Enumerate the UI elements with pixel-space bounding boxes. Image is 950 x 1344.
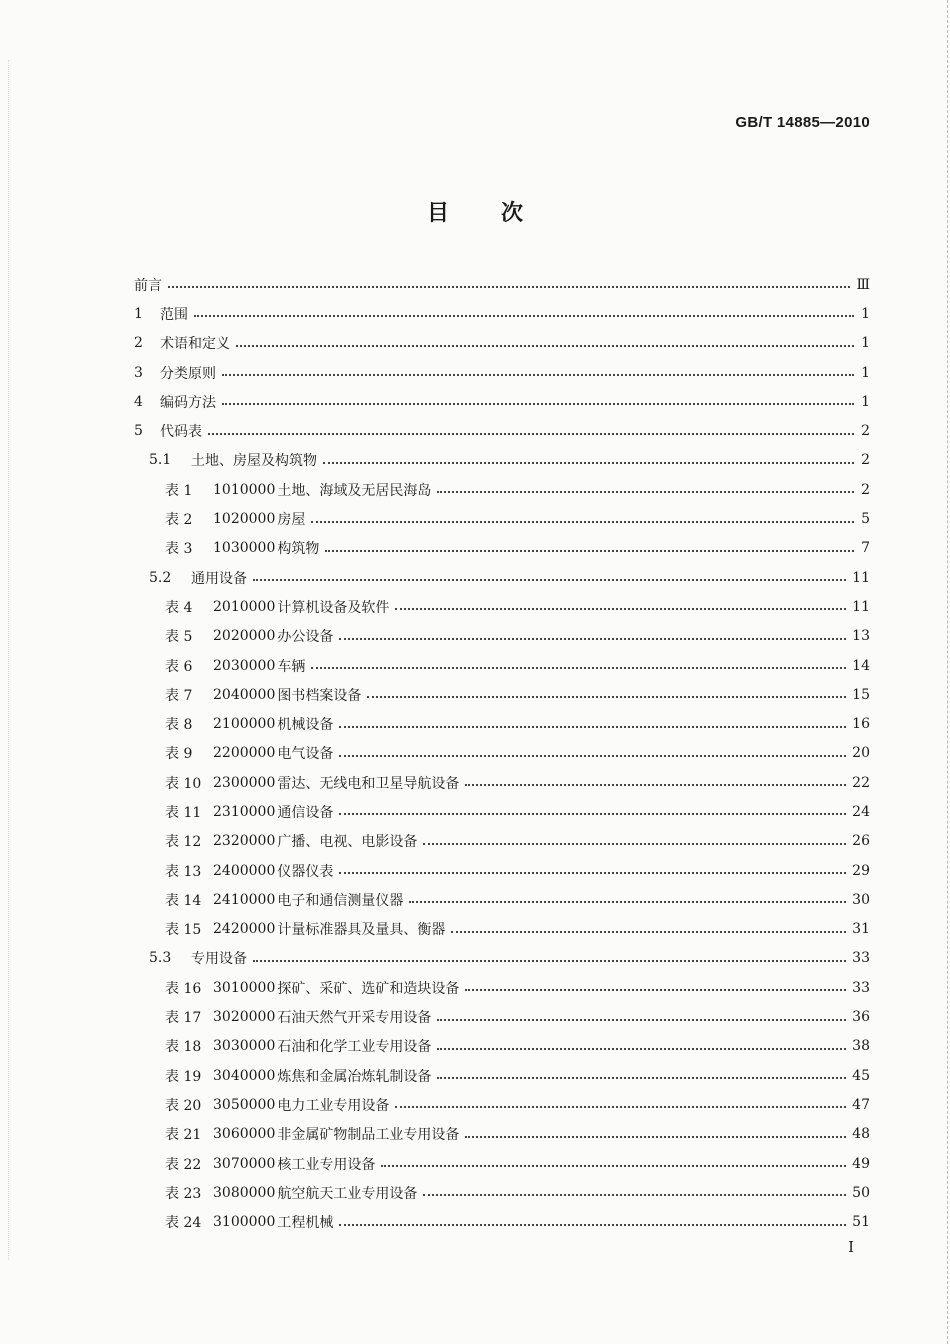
toc-entry-label: 探矿、采矿、选矿和造块设备 <box>277 980 460 997</box>
toc-entry-code: 3080000 <box>213 1184 276 1201</box>
toc-entry-page: 2 <box>861 481 870 498</box>
dot-leader <box>339 637 846 640</box>
dot-leader <box>339 1223 846 1226</box>
toc-entry-number: 表 8 <box>165 717 193 734</box>
toc-entry[interactable] <box>134 797 870 826</box>
toc-entry-page: 50 <box>852 1184 870 1201</box>
toc-entry-number: 表 22 <box>165 1156 202 1173</box>
toc-entry-number: 表 17 <box>165 1010 202 1027</box>
dot-leader <box>339 725 846 728</box>
toc-entry[interactable] <box>134 739 870 768</box>
toc-entry[interactable] <box>134 1208 870 1237</box>
toc-entry-label: 专用设备 <box>191 951 247 968</box>
toc-entry-number: 4 <box>134 393 143 410</box>
toc-entry-label: 车辆 <box>277 658 306 675</box>
toc-entry-label: 通用设备 <box>191 570 247 587</box>
toc-entry-page: 7 <box>861 540 870 557</box>
dot-leader <box>409 900 846 903</box>
toc-entry-number: 表 12 <box>165 834 202 851</box>
toc-entry-code: 2410000 <box>213 891 276 908</box>
toc-entry-page: 36 <box>852 1009 870 1026</box>
toc-entry-number: 表 2 <box>165 512 193 529</box>
toc-entry[interactable] <box>134 1032 870 1061</box>
toc-entry-label: 土地、房屋及构筑物 <box>191 453 317 470</box>
toc-entry-page: 49 <box>852 1155 870 1172</box>
toc-entry-code: 3070000 <box>213 1155 276 1172</box>
dot-leader <box>194 314 854 317</box>
toc-entry-number: 3 <box>134 364 143 381</box>
toc-entry[interactable] <box>134 1090 870 1119</box>
toc-entry-page: 5 <box>861 511 870 528</box>
toc-entry[interactable] <box>134 563 870 592</box>
toc-entry-number: 5 <box>134 423 143 440</box>
toc-entry[interactable] <box>134 915 870 944</box>
dot-leader <box>253 959 846 962</box>
toc-entry[interactable] <box>134 1061 870 1090</box>
toc-entry-label: 电气设备 <box>277 746 334 763</box>
standard-code: GB/T 14885—2010 <box>735 114 870 131</box>
toc-entry-page: 20 <box>852 745 870 762</box>
toc-entry-label: 计量标准器具及量具、衡器 <box>277 922 446 939</box>
toc-entry[interactable] <box>134 329 870 358</box>
toc-entry-code: 3050000 <box>213 1096 276 1113</box>
toc-entry-number: 表 13 <box>165 863 202 880</box>
toc-entry-page: 13 <box>852 628 870 645</box>
toc-entry-page: 26 <box>852 833 870 850</box>
toc-entry-number: 表 10 <box>165 775 202 792</box>
toc-entry-number: 表 3 <box>165 541 193 558</box>
toc-entry[interactable] <box>134 592 870 621</box>
dot-leader <box>367 695 846 698</box>
toc-entry[interactable] <box>134 504 870 533</box>
toc-entry[interactable] <box>134 358 870 387</box>
dot-leader <box>437 1047 846 1050</box>
toc-entry-label: 范围 <box>160 306 188 323</box>
toc-entry-code: 2320000 <box>213 833 276 850</box>
toc-entry-label: 分类原则 <box>160 365 216 382</box>
toc-entry-page: 2 <box>861 452 870 469</box>
toc-entry-page: 15 <box>852 686 870 703</box>
dot-leader <box>395 607 846 610</box>
toc-entry[interactable] <box>134 1002 870 1031</box>
toc-entry-code: 3020000 <box>213 1009 276 1026</box>
toc-entry-page: 24 <box>852 803 870 820</box>
toc-entry[interactable] <box>134 944 870 973</box>
toc-entry-number: 表 14 <box>165 892 202 909</box>
dot-leader <box>423 1193 846 1196</box>
toc-entry-code: 1020000 <box>213 511 276 528</box>
dot-leader <box>339 871 846 874</box>
toc-entry-label: 房屋 <box>277 512 306 529</box>
footer-page-number: I <box>848 1238 854 1256</box>
toc-entry-number: 表 24 <box>165 1215 202 1232</box>
toc-entry-label: 术语和定义 <box>160 336 230 353</box>
toc-entry-page: 1 <box>861 393 870 410</box>
toc-entry-number: 表 16 <box>165 980 202 997</box>
toc-entry-label: 前言 <box>134 277 162 294</box>
dot-leader <box>465 1135 846 1138</box>
toc-entry-code: 3040000 <box>213 1067 276 1084</box>
dot-leader <box>395 1105 846 1108</box>
toc-entry-page: 29 <box>852 862 870 879</box>
dot-leader <box>465 783 846 786</box>
toc-entry-label: 代码表 <box>160 424 202 441</box>
toc-entry-page: 31 <box>852 921 870 938</box>
toc-entry-number: 表 5 <box>165 629 193 646</box>
toc-entry-page: 38 <box>852 1038 870 1055</box>
toc-entry-page: 11 <box>852 569 870 586</box>
toc-entry[interactable] <box>134 885 870 914</box>
dot-leader <box>437 490 854 493</box>
toc-entry-label: 电子和通信测量仪器 <box>277 892 404 909</box>
toc-entry[interactable] <box>134 856 870 885</box>
table-of-contents <box>134 270 870 1237</box>
toc-entry-number: 5.3 <box>149 950 172 967</box>
toc-entry[interactable] <box>134 270 870 299</box>
toc-entry-number: 5.2 <box>149 569 172 586</box>
dot-leader <box>222 373 854 376</box>
toc-entry-code: 2310000 <box>213 803 276 820</box>
toc-entry-label: 核工业专用设备 <box>277 1156 376 1173</box>
toc-entry-page: Ⅲ <box>856 276 870 293</box>
toc-entry-number: 表 15 <box>165 922 202 939</box>
toc-entry-label: 图书档案设备 <box>277 687 362 704</box>
toc-entry-code: 2010000 <box>213 598 276 615</box>
toc-entry-code: 3060000 <box>213 1126 276 1143</box>
toc-entry-label: 电力工业专用设备 <box>277 1097 390 1114</box>
toc-entry-label: 机械设备 <box>277 717 334 734</box>
dot-leader <box>311 666 846 669</box>
dot-leader <box>168 285 850 288</box>
toc-entry-label: 炼焦和金属冶炼轧制设备 <box>277 1068 432 1085</box>
dot-leader <box>381 1164 846 1167</box>
toc-entry[interactable] <box>134 973 870 1002</box>
toc-entry-number: 表 11 <box>165 804 202 821</box>
toc-entry-code: 3030000 <box>213 1038 276 1055</box>
toc-entry-number: 表 23 <box>165 1185 202 1202</box>
toc-entry-number: 表 4 <box>165 599 193 616</box>
toc-entry-code: 3010000 <box>213 979 276 996</box>
toc-entry[interactable] <box>134 768 870 797</box>
page-title: 目次 <box>426 201 575 226</box>
toc-entry-number: 表 1 <box>165 482 193 499</box>
toc-entry-code: 3100000 <box>213 1214 276 1231</box>
toc-entry-page: 11 <box>852 598 870 615</box>
toc-entry-page: 2 <box>861 423 870 440</box>
toc-entry-code: 2020000 <box>213 628 276 645</box>
toc-entry-page: 48 <box>852 1126 870 1143</box>
toc-entry-page: 30 <box>852 891 870 908</box>
toc-entry-page: 45 <box>852 1067 870 1084</box>
dot-leader <box>236 344 854 347</box>
toc-entry-code: 2300000 <box>213 774 276 791</box>
toc-entry-number: 2 <box>134 335 143 352</box>
toc-entry[interactable] <box>134 446 870 475</box>
toc-entry-code: 2400000 <box>213 862 276 879</box>
dot-leader <box>437 1018 846 1021</box>
toc-entry-page: 1 <box>861 305 870 322</box>
toc-entry-label: 工程机械 <box>277 1215 334 1232</box>
toc-entry-label: 编码方法 <box>160 394 216 411</box>
toc-entry[interactable] <box>134 680 870 709</box>
dot-leader <box>323 461 854 464</box>
toc-entry[interactable] <box>134 299 870 328</box>
toc-entry-number: 表 6 <box>165 658 193 675</box>
toc-entry-number: 5.1 <box>149 452 172 469</box>
toc-entry-label: 雷达、无线电和卫星导航设备 <box>277 775 460 792</box>
toc-entry-label: 仪器仪表 <box>277 863 334 880</box>
toc-entry-page: 47 <box>852 1096 870 1113</box>
toc-entry-label: 石油和化学工业专用设备 <box>277 1039 432 1056</box>
toc-entry-code: 2030000 <box>213 657 276 674</box>
toc-entry-label: 通信设备 <box>277 804 334 821</box>
toc-entry-label: 计算机设备及软件 <box>277 599 390 616</box>
toc-entry-page: 1 <box>861 364 870 381</box>
toc-entry[interactable] <box>134 709 870 738</box>
toc-entry-code: 2420000 <box>213 921 276 938</box>
dot-leader <box>208 432 854 435</box>
toc-entry-label: 非金属矿物制品工业专用设备 <box>277 1127 460 1144</box>
dot-leader <box>339 754 846 757</box>
toc-entry-page: 14 <box>852 657 870 674</box>
toc-entry[interactable] <box>134 1120 870 1149</box>
toc-entry-page: 22 <box>852 774 870 791</box>
toc-entry-page: 1 <box>861 335 870 352</box>
toc-entry-code: 1010000 <box>213 481 276 498</box>
dot-leader <box>423 842 846 845</box>
dot-leader <box>311 520 854 523</box>
toc-entry[interactable] <box>134 416 870 445</box>
toc-entry[interactable] <box>134 827 870 856</box>
dot-leader <box>451 930 846 933</box>
toc-entry-code: 1030000 <box>213 540 276 557</box>
toc-entry-number: 表 18 <box>165 1039 202 1056</box>
toc-entry-number: 表 7 <box>165 687 193 704</box>
toc-entry[interactable] <box>134 622 870 651</box>
toc-entry-label: 航空航天工业专用设备 <box>277 1185 418 1202</box>
toc-entry-code: 2200000 <box>213 745 276 762</box>
dot-leader <box>465 988 846 991</box>
toc-entry[interactable] <box>134 534 870 563</box>
toc-entry-page: 33 <box>852 979 870 996</box>
toc-entry-label: 土地、海域及无居民海岛 <box>277 482 432 499</box>
toc-entry[interactable] <box>134 1178 870 1207</box>
toc-entry-label: 构筑物 <box>277 541 320 558</box>
scan-edge-left <box>8 60 10 1260</box>
dot-leader <box>325 549 854 552</box>
toc-entry-number: 1 <box>134 305 143 322</box>
toc-entry-code: 2100000 <box>213 716 276 733</box>
toc-entry-page: 33 <box>852 950 870 967</box>
toc-entry-number: 表 21 <box>165 1127 202 1144</box>
toc-entry[interactable] <box>134 1149 870 1178</box>
dot-leader <box>253 578 846 581</box>
toc-entry[interactable] <box>134 475 870 504</box>
dot-leader <box>222 402 854 405</box>
toc-entry-number: 表 19 <box>165 1068 202 1085</box>
toc-entry[interactable] <box>134 651 870 680</box>
toc-entry-number: 表 20 <box>165 1097 202 1114</box>
dot-leader <box>339 812 846 815</box>
dot-leader <box>437 1076 846 1079</box>
toc-entry-number: 表 9 <box>165 746 193 763</box>
toc-entry-page: 16 <box>852 716 870 733</box>
toc-entry-page: 51 <box>852 1214 870 1231</box>
toc-entry-code: 2040000 <box>213 686 276 703</box>
toc-entry[interactable] <box>134 387 870 416</box>
toc-entry-label: 广播、电视、电影设备 <box>277 834 418 851</box>
toc-entry-label: 办公设备 <box>277 629 334 646</box>
toc-entry-label: 石油天然气开采专用设备 <box>277 1010 432 1027</box>
